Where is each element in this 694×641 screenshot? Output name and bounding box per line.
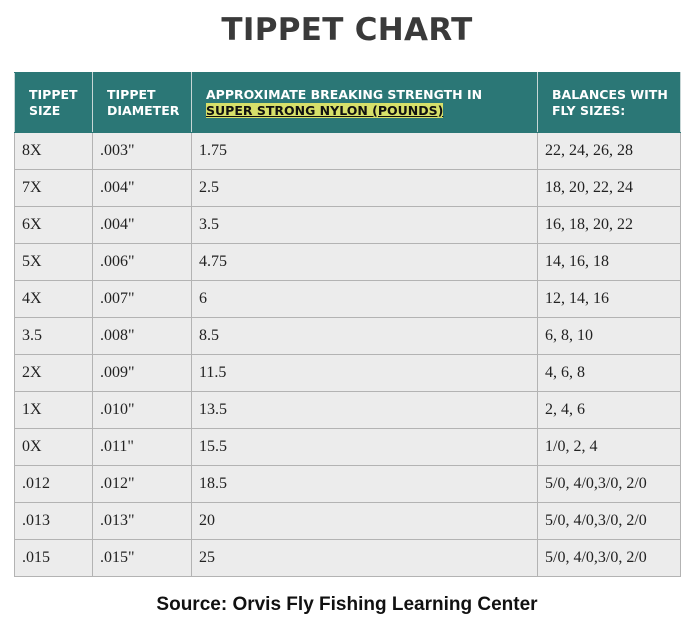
cell-tippet-diameter: .009" <box>93 355 192 392</box>
cell-tippet-diameter: .004" <box>93 170 192 207</box>
cell-breaking-strength: 4.75 <box>192 244 538 281</box>
table-row <box>15 281 681 318</box>
table-row <box>15 318 681 355</box>
header-fly-sizes <box>538 73 681 133</box>
cell-tippet-size: 7X <box>15 170 93 207</box>
table-row <box>15 355 681 392</box>
cell-fly-sizes: 14, 16, 18 <box>538 244 681 281</box>
cell-breaking-strength: 11.5 <box>192 355 538 392</box>
table-body <box>15 133 681 577</box>
cell-tippet-size: 3.5 <box>15 318 93 355</box>
cell-tippet-size: 5X <box>15 244 93 281</box>
cell-fly-sizes: 5/0, 4/0,3/0, 2/0 <box>538 540 681 577</box>
cell-tippet-size: .012 <box>15 466 93 503</box>
cell-fly-sizes: 16, 18, 20, 22 <box>538 207 681 244</box>
cell-tippet-size: 8X <box>15 133 93 170</box>
cell-breaking-strength: 25 <box>192 540 538 577</box>
cell-tippet-diameter: .008" <box>93 318 192 355</box>
table-row <box>15 429 681 466</box>
table-row <box>15 392 681 429</box>
header-tippet-diameter-line1: TIPPET <box>107 86 156 102</box>
cell-tippet-diameter: .006" <box>93 244 192 281</box>
cell-tippet-diameter: .003" <box>93 133 192 170</box>
cell-breaking-strength: 20 <box>192 503 538 540</box>
header-fly-sizes-line2: FLY SIZES: <box>552 102 626 118</box>
header-tippet-diameter <box>93 73 192 133</box>
cell-fly-sizes: 12, 14, 16 <box>538 281 681 318</box>
cell-breaking-strength: 13.5 <box>192 392 538 429</box>
cell-breaking-strength: 6 <box>192 281 538 318</box>
tippet-table <box>14 72 681 577</box>
cell-fly-sizes: 18, 20, 22, 24 <box>538 170 681 207</box>
table-row <box>15 503 681 540</box>
cell-fly-sizes: 6, 8, 10 <box>538 318 681 355</box>
header-tippet-size-line2: SIZE <box>29 102 61 118</box>
header-tippet-size-line1: TIPPET <box>29 86 78 102</box>
cell-fly-sizes: 5/0, 4/0,3/0, 2/0 <box>538 466 681 503</box>
source-credit: Source: Orvis Fly Fishing Learning Center <box>156 594 538 615</box>
cell-breaking-strength: 18.5 <box>192 466 538 503</box>
cell-breaking-strength: 2.5 <box>192 170 538 207</box>
header-tippet-size <box>15 73 93 133</box>
cell-tippet-size: 6X <box>15 207 93 244</box>
header-tippet-diameter-line2: DIAMETER <box>107 102 180 118</box>
cell-tippet-size: .015 <box>15 540 93 577</box>
cell-fly-sizes: 4, 6, 8 <box>538 355 681 392</box>
cell-tippet-diameter: .012" <box>93 466 192 503</box>
cell-tippet-size: 1X <box>15 392 93 429</box>
header-breaking-strength <box>192 73 538 133</box>
cell-fly-sizes: 5/0, 4/0,3/0, 2/0 <box>538 503 681 540</box>
header-fly-sizes-line1: BALANCES WITH <box>552 86 668 102</box>
cell-tippet-size: 2X <box>15 355 93 392</box>
cell-tippet-diameter: .013" <box>93 503 192 540</box>
super-strong-nylon-link[interactable]: SUPER STRONG NYLON (POUNDS) <box>206 102 444 118</box>
cell-tippet-diameter: .007" <box>93 281 192 318</box>
table-row <box>15 244 681 281</box>
table-row <box>15 466 681 503</box>
table-row <box>15 133 681 170</box>
cell-breaking-strength: 15.5 <box>192 429 538 466</box>
table-row <box>15 540 681 577</box>
cell-tippet-diameter: .011" <box>93 429 192 466</box>
cell-tippet-diameter: .015" <box>93 540 192 577</box>
table-header-row <box>15 73 681 133</box>
cell-breaking-strength: 1.75 <box>192 133 538 170</box>
cell-tippet-diameter: .004" <box>93 207 192 244</box>
cell-tippet-diameter: .010" <box>93 392 192 429</box>
cell-tippet-size: 4X <box>15 281 93 318</box>
cell-breaking-strength: 3.5 <box>192 207 538 244</box>
cell-breaking-strength: 8.5 <box>192 318 538 355</box>
cell-fly-sizes: 2, 4, 6 <box>538 392 681 429</box>
cell-fly-sizes: 22, 24, 26, 28 <box>538 133 681 170</box>
table-row <box>15 170 681 207</box>
cell-tippet-size: 0X <box>15 429 93 466</box>
header-breaking-strength-text: APPROXIMATE BREAKING STRENGTH IN <box>206 86 483 102</box>
cell-fly-sizes: 1/0, 2, 4 <box>538 429 681 466</box>
table-row <box>15 207 681 244</box>
cell-tippet-size: .013 <box>15 503 93 540</box>
page-title: TIPPET CHART <box>221 12 473 48</box>
